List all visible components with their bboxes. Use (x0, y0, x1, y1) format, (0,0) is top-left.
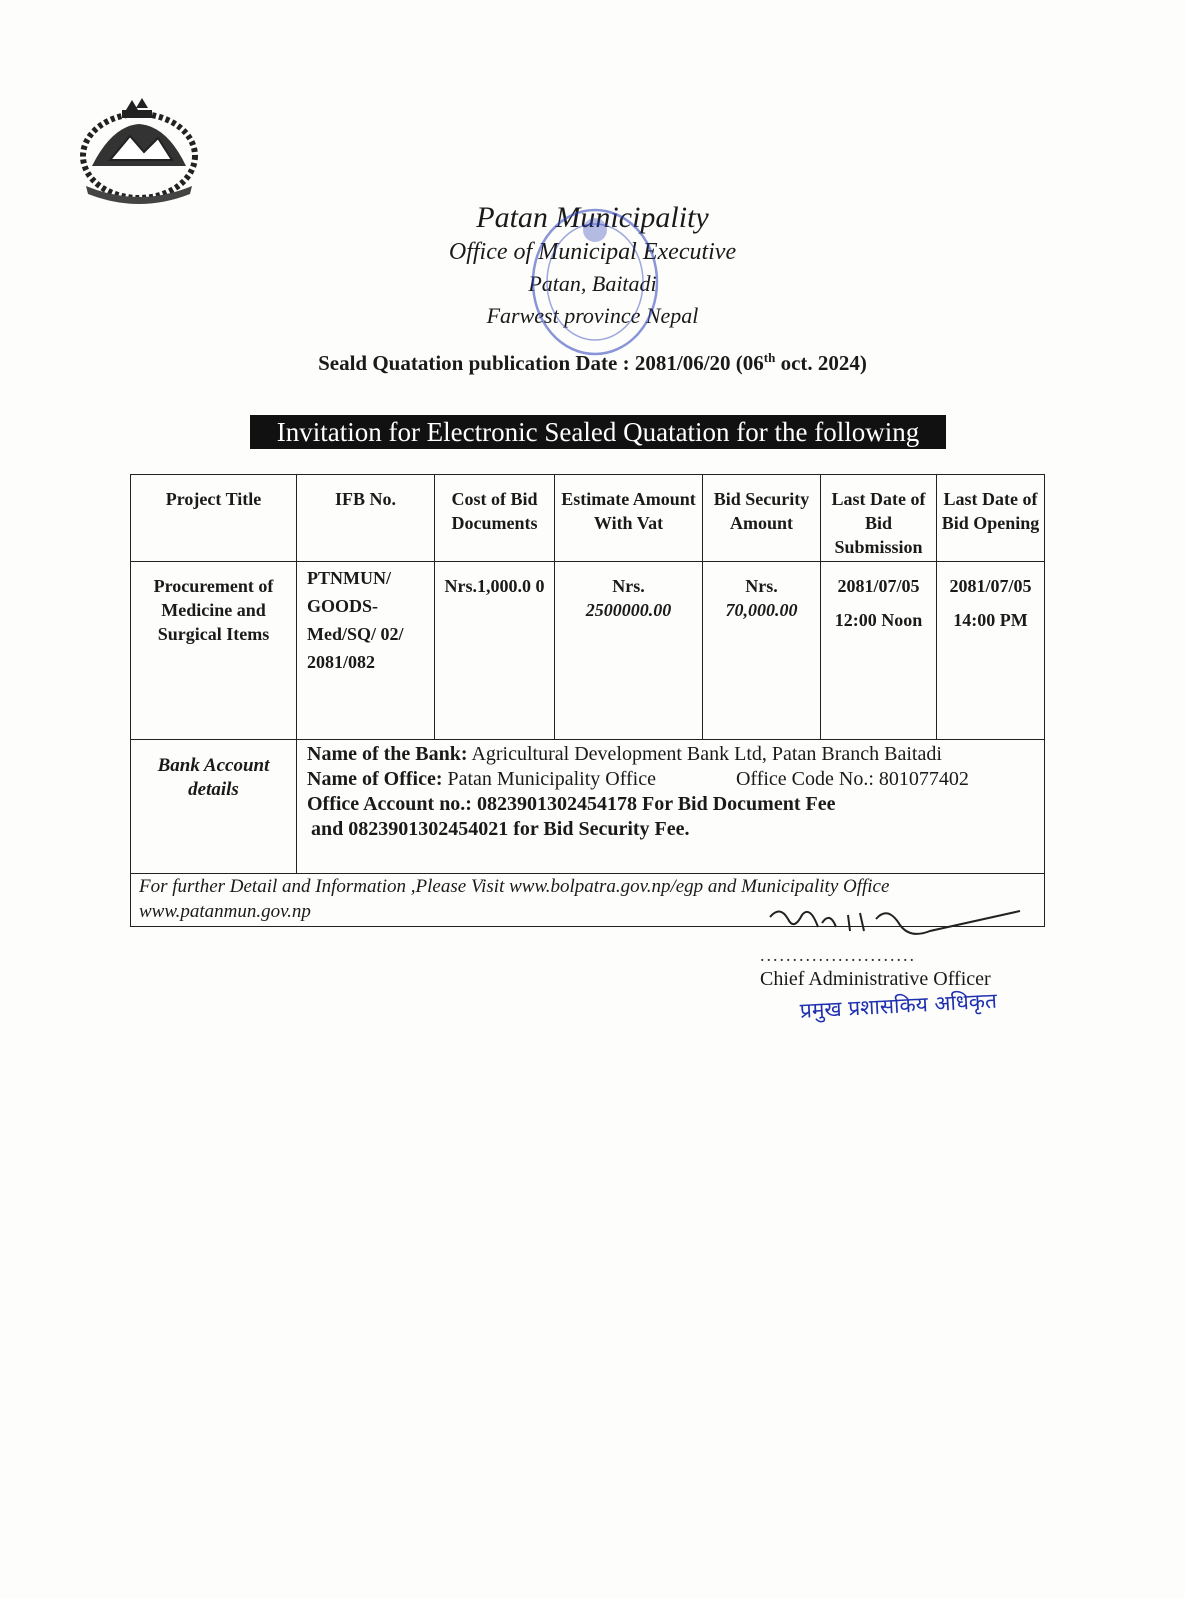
cell-cost: Nrs.1,000.0 0 (435, 562, 555, 740)
ifb-line-3: Med/SQ/ 02/ (307, 624, 404, 644)
org-name: Patan Municipality (476, 201, 709, 234)
estimate-value: 2500000.00 (585, 600, 672, 620)
office-header (0, 200, 1185, 332)
signatory-title-nepali: प्रमुख प्रशासकिय अधिकृत (799, 988, 998, 1023)
office-code: Office Code No.: 801077402 (735, 768, 969, 790)
col-estimate: Estimate Amount With Vat (555, 475, 703, 562)
security-value: 70,000.00 (725, 600, 798, 620)
submission-date: 2081/07/05 (837, 576, 920, 596)
further-info: For further Detail and Information ,Please Visit www.bolpatra.gov.np/egp and Municipality Office www.patanmun.gov.np (131, 874, 1045, 927)
table-row (131, 562, 1045, 740)
col-last-submission: Last Date of Bid Submission (821, 475, 937, 562)
cell-security (703, 562, 821, 740)
cell-last-submission (821, 562, 937, 740)
cell-project-title: Procurement of Medicine and Surgical Items (131, 562, 297, 740)
col-project-title: Project Title (131, 475, 297, 562)
bank-name-line (307, 742, 1034, 767)
opening-date: 2081/07/05 (949, 576, 1032, 596)
bank-name: Agricultural Development Bank Ltd, Patan Branch Baitadi (467, 743, 942, 765)
publication-date (0, 350, 1185, 376)
office-place: Patan, Baitadi (528, 271, 657, 296)
estimate-prefix: Nrs. (612, 576, 645, 596)
col-ifb-no: IFB No. (297, 475, 435, 562)
office-line (307, 767, 1034, 792)
invitation-banner: Invitation for Electronic Sealed Quatation for the following (250, 415, 946, 449)
office-label: Name of Office: (307, 768, 443, 790)
cell-last-opening (937, 562, 1045, 740)
office-name: Office of Municipal Executive (448, 239, 737, 265)
opening-time: 14:00 PM (953, 610, 1028, 630)
col-last-opening: Last Date of Bid Opening (937, 475, 1045, 562)
pub-date-prefix: Seald Quatation publication Date : 2081/06/20 (06 (318, 351, 764, 375)
pub-date-suffix: oct. 2024) (775, 351, 867, 375)
cell-ifb-no (297, 562, 435, 740)
office-region: Farwest province Nepal (486, 303, 699, 328)
signature-block (760, 905, 1050, 1027)
table-header-row (131, 475, 1045, 562)
bank-label: Bank Account details (131, 740, 297, 874)
bank-details (297, 740, 1045, 874)
ifb-line-4: 2081/082 (307, 652, 376, 672)
ifb-line-1: PTNMUN/ (307, 568, 391, 588)
account-line-1: Office Account no.: 0823901302454178 For Bid Document Fee (307, 793, 836, 815)
submission-time: 12:00 Noon (834, 610, 923, 630)
col-security: Bid Security Amount (703, 475, 821, 562)
account-line-2: and 0823901302454021 for Bid Security Fee. (311, 818, 690, 840)
pub-date-sup: th (763, 350, 776, 365)
office-value: Patan Municipality Office (442, 768, 656, 790)
nepal-emblem-icon (72, 96, 206, 204)
bank-name-label: Name of the Bank: (307, 743, 468, 765)
bank-row (131, 740, 1045, 874)
signature-icon (760, 905, 1030, 945)
ifb-line-2: GOODS- (307, 596, 379, 616)
bid-table (130, 474, 1045, 927)
cell-estimate (555, 562, 703, 740)
security-prefix: Nrs. (745, 576, 778, 596)
signature-dots: ........................ (760, 945, 916, 965)
col-cost: Cost of Bid Documents (435, 475, 555, 562)
signatory-title: Chief Administrative Officer (760, 968, 991, 990)
